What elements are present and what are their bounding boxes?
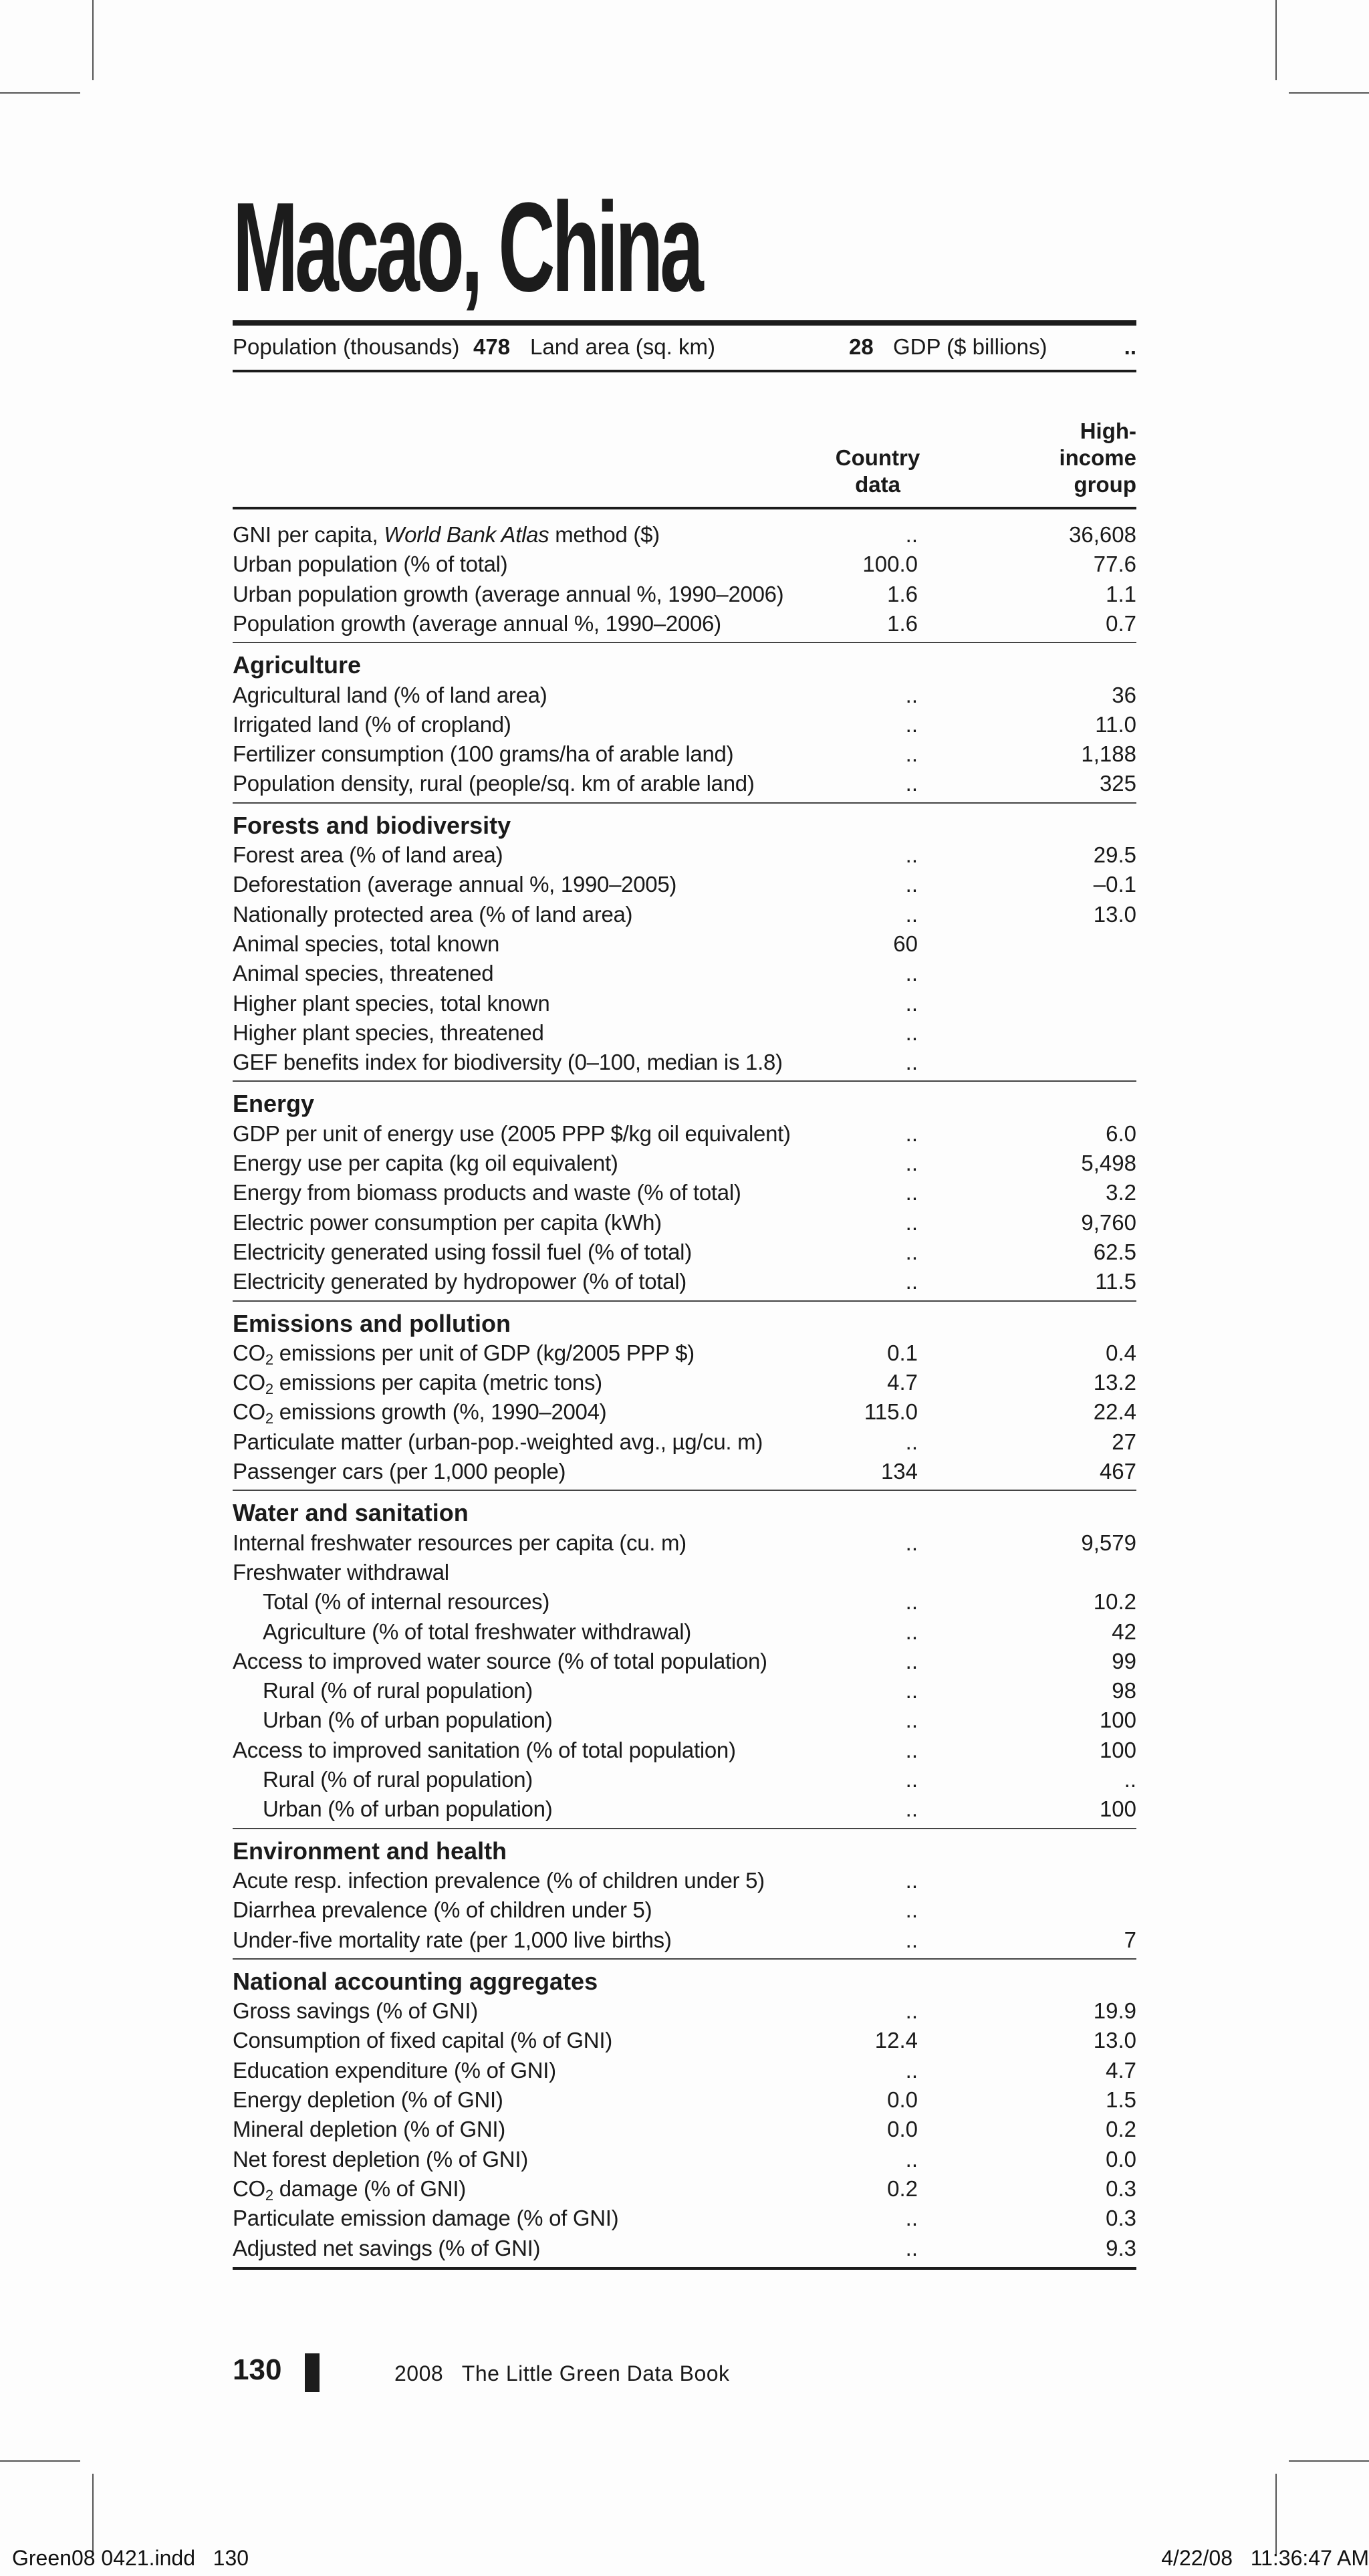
table-row <box>233 2056 1136 2085</box>
column-header-high-line2: income <box>1059 445 1136 470</box>
high-income-value: 5,498 <box>1081 1151 1136 1175</box>
row-label: Gross savings (% of GNI) <box>233 1998 478 2024</box>
row-label-subscript: 2 <box>265 1351 273 1368</box>
table-row <box>233 769 1136 798</box>
country-value: .. <box>905 1708 918 1733</box>
row-label: Rural (% of rural population) <box>263 1678 533 1704</box>
high-income-value: 13.0 <box>1093 2028 1136 2053</box>
section-title-forests: Forests and biodiversity <box>233 811 511 839</box>
country-value: .. <box>905 1648 918 1673</box>
country-value: .. <box>905 1796 918 1822</box>
table-row <box>233 1267 1136 1296</box>
table-row <box>233 1208 1136 1238</box>
country-value: .. <box>905 1767 918 1792</box>
row-label-part: CO <box>233 2176 265 2201</box>
country-value: .. <box>905 1180 918 1205</box>
row-label: Urban (% of urban population) <box>263 1796 553 1822</box>
row-label: Energy use per capita (kg oil equivalent) <box>233 1151 618 1175</box>
header-rule <box>233 507 1136 509</box>
table-row <box>233 959 1136 988</box>
section-title-health: Environment and health <box>233 1837 507 1865</box>
row-label: Urban population (% of total) <box>233 552 508 577</box>
country-value: 0.2 <box>887 2176 918 2201</box>
row-label: Energy from biomass products and waste (% of total) <box>233 1180 741 1205</box>
country-value: .. <box>905 1678 918 1704</box>
country-value: .. <box>905 1429 918 1454</box>
table-row <box>233 900 1136 929</box>
table-row <box>233 2204 1136 2233</box>
row-label: Population density, rural (people/sq. km of arable land) <box>233 771 755 796</box>
crop-mark <box>92 0 94 80</box>
row-label-part: CO <box>233 1399 265 1425</box>
high-income-value: 1.5 <box>1106 2087 1136 2112</box>
high-income-value: 7 <box>1124 1927 1136 1952</box>
row-label: Fertilizer consumption (100 grams/ha of arable land) <box>233 741 734 767</box>
section-rule <box>233 1490 1136 1491</box>
column-header-country <box>821 445 935 498</box>
row-label: Particulate emission damage (% of GNI) <box>233 2206 619 2231</box>
row-label: Total (% of internal resources) <box>263 1589 550 1615</box>
country-value: .. <box>905 1151 918 1175</box>
table-row <box>233 1048 1136 1077</box>
row-label: Nationally protected area (% of land area) <box>233 901 633 927</box>
country-value: .. <box>905 741 918 767</box>
table-row <box>233 1765 1136 1794</box>
row-label: Diarrhea prevalence (% of children under 5) <box>233 1897 652 1923</box>
page-number: 130 <box>233 2353 282 2386</box>
table-row <box>233 2145 1136 2174</box>
land-area-label: Land area (sq. km) <box>530 334 715 359</box>
row-label: Acute resp. infection prevalence (% of children under 5) <box>233 1867 765 1893</box>
row-label: Electricity generated by hydropower (% of total) <box>233 1269 687 1294</box>
country-value: .. <box>905 1269 918 1294</box>
table-row <box>233 1706 1136 1735</box>
section-rule <box>233 1080 1136 1082</box>
table-row <box>233 2115 1136 2144</box>
table-row <box>233 1617 1136 1647</box>
high-income-value: 100 <box>1099 1796 1136 1822</box>
country-value: .. <box>905 2146 918 2172</box>
country-value: 0.0 <box>887 2087 918 2112</box>
row-label-part: method ($) <box>549 522 660 547</box>
country-value: .. <box>905 901 918 927</box>
high-income-value: 29.5 <box>1093 842 1136 867</box>
high-income-value: 0.0 <box>1106 2146 1136 2172</box>
row-label: Deforestation (average annual %, 1990–2005) <box>233 872 677 897</box>
row-label: Consumption of fixed capital (% of GNI) <box>233 2028 612 2053</box>
high-income-value: 4.7 <box>1106 2057 1136 2083</box>
population-value: 478 <box>473 334 511 359</box>
row-label: Under-five mortality rate (per 1,000 live births) <box>233 1927 672 1952</box>
page-title: Macao, China <box>233 177 701 318</box>
table-row <box>233 1238 1136 1267</box>
country-value: .. <box>905 771 918 796</box>
row-label: Electric power consumption per capita (kWh) <box>233 1209 662 1235</box>
row-label: Forest area (% of land area) <box>233 842 503 867</box>
table-row <box>233 989 1136 1018</box>
page-number-bar <box>305 2353 320 2392</box>
country-value: .. <box>905 2235 918 2260</box>
table-row <box>233 710 1136 739</box>
crop-mark <box>1289 92 1369 94</box>
high-income-value: 100 <box>1099 1708 1136 1733</box>
high-income-value: –0.1 <box>1093 872 1136 897</box>
column-header-country-line1: Country <box>835 445 920 470</box>
row-label-subscript: 2 <box>265 2186 273 2204</box>
section-rule <box>233 642 1136 643</box>
high-income-value: 9.3 <box>1106 2235 1136 2260</box>
country-value: .. <box>905 872 918 897</box>
high-income-value: 0.2 <box>1106 2117 1136 2142</box>
high-income-value: 0.3 <box>1106 2176 1136 2201</box>
country-value: .. <box>905 2206 918 2231</box>
table-row <box>233 580 1136 609</box>
population-label: Population (thousands) <box>233 334 460 359</box>
high-income-value: 9,760 <box>1081 1209 1136 1235</box>
table-row <box>233 520 1136 550</box>
country-value: .. <box>905 2057 918 2083</box>
row-label <box>233 1397 606 1427</box>
row-label: Freshwater withdrawal <box>233 1559 449 1585</box>
row-label <box>233 1368 602 1397</box>
crop-mark <box>1275 2474 1277 2554</box>
gdp-value: .. <box>1124 334 1136 359</box>
section-title-energy: Energy <box>233 1090 315 1118</box>
row-label: Irrigated land (% of cropland) <box>233 711 511 737</box>
table-row <box>233 840 1136 870</box>
table-row <box>233 2234 1136 2263</box>
title-rule <box>233 320 1136 326</box>
table-bottom-rule <box>233 2267 1136 2270</box>
section-rule <box>233 1828 1136 1829</box>
section-title-water: Water and sanitation <box>233 1499 469 1527</box>
country-value: 134 <box>880 1459 918 1484</box>
summary-rule <box>233 370 1136 372</box>
row-label-part: GNI per capita, <box>233 522 384 547</box>
country-value: .. <box>905 842 918 867</box>
table-row <box>233 1149 1136 1178</box>
country-value: .. <box>905 711 918 737</box>
row-label: Agricultural land (% of land area) <box>233 682 547 707</box>
high-income-value: 77.6 <box>1093 552 1136 577</box>
section-title-accounting: National accounting aggregates <box>233 1967 598 1995</box>
country-value: 115.0 <box>864 1399 918 1425</box>
table-row <box>233 550 1136 579</box>
country-value: 100.0 <box>862 552 918 577</box>
row-label: Urban population growth (average annual %, 1990–2006) <box>233 581 784 606</box>
crop-mark <box>0 2460 80 2462</box>
table-row <box>233 1119 1136 1149</box>
high-income-value: 36 <box>1112 682 1136 707</box>
row-label <box>233 1338 695 1368</box>
row-label: Internal freshwater resources per capita (cu. m) <box>233 1530 687 1555</box>
row-label: GDP per unit of energy use (2005 PPP $/kg oil equivalent) <box>233 1121 791 1146</box>
table-row <box>233 1996 1136 2026</box>
row-label-part: damage (% of GNI) <box>273 2176 466 2201</box>
row-label: Rural (% of rural population) <box>263 1767 533 1792</box>
row-label: Animal species, threatened <box>233 961 494 986</box>
row-label-part: CO <box>233 1340 265 1365</box>
country-value: 1.6 <box>887 610 918 636</box>
row-label: GEF benefits index for biodiversity (0–100, median is 1.8) <box>233 1050 783 1075</box>
table-row <box>233 1338 1136 1368</box>
high-income-value: 98 <box>1112 1678 1136 1704</box>
table-row <box>233 1676 1136 1706</box>
row-label: Net forest depletion (% of GNI) <box>233 2146 528 2172</box>
high-income-value: 0.3 <box>1106 2206 1136 2231</box>
high-income-value: 10.2 <box>1093 1589 1136 1615</box>
summary-line <box>233 334 1136 368</box>
country-value: .. <box>905 1867 918 1893</box>
row-label <box>233 520 660 550</box>
row-label-emphasis: World Bank Atlas <box>384 522 549 547</box>
country-value: .. <box>905 522 918 547</box>
table-row <box>233 1647 1136 1676</box>
high-income-value: 42 <box>1112 1619 1136 1644</box>
high-income-value: 0.4 <box>1106 1340 1136 1365</box>
country-value: .. <box>905 1619 918 1644</box>
row-label-part: CO <box>233 1370 265 1395</box>
section-rule <box>233 1958 1136 1960</box>
table-row <box>233 1457 1136 1486</box>
high-income-value: 0.7 <box>1106 610 1136 636</box>
row-label-part: emissions growth (%, 1990–2004) <box>273 1399 607 1425</box>
row-label: Education expenditure (% of GNI) <box>233 2057 556 2083</box>
country-value: 4.7 <box>887 1370 918 1395</box>
crop-mark <box>1275 0 1277 80</box>
row-label: Access to improved water source (% of total population) <box>233 1648 767 1673</box>
row-label: Urban (% of urban population) <box>263 1708 553 1733</box>
high-income-value: 13.2 <box>1093 1370 1136 1395</box>
country-value: 0.0 <box>887 2117 918 2142</box>
high-income-value: 22.4 <box>1093 1399 1136 1425</box>
high-income-value: 62.5 <box>1093 1239 1136 1264</box>
country-value: .. <box>905 1927 918 1952</box>
table-row <box>233 1866 1136 1895</box>
table-row <box>233 2174 1136 2204</box>
high-income-value: 100 <box>1099 1737 1136 1762</box>
row-label-subscript: 2 <box>265 1410 273 1427</box>
slug-timestamp: 4/22/08 11:36:47 AM <box>1161 2546 1369 2570</box>
row-label: Particulate matter (urban-pop.-weighted avg., µg/cu. m) <box>233 1429 763 1454</box>
row-label-subscript: 2 <box>265 1381 273 1398</box>
crop-mark <box>92 2474 94 2554</box>
table-row <box>233 2085 1136 2115</box>
country-value: .. <box>905 1998 918 2024</box>
crop-mark <box>0 92 80 94</box>
table-row <box>233 739 1136 769</box>
high-income-value: 6.0 <box>1106 1121 1136 1146</box>
row-label <box>233 2174 466 2204</box>
table-row <box>233 1925 1136 1955</box>
table-row <box>233 1427 1136 1457</box>
country-value: .. <box>905 1589 918 1615</box>
crop-mark <box>1289 2460 1369 2462</box>
row-label: Access to improved sanitation (% of total population) <box>233 1737 736 1762</box>
country-value: 1.6 <box>887 581 918 606</box>
section-rule <box>233 802 1136 804</box>
high-income-value: 9,579 <box>1081 1530 1136 1555</box>
high-income-value: 36,608 <box>1069 522 1136 547</box>
table-row <box>233 1178 1136 1207</box>
table-row <box>233 609 1136 638</box>
country-value: 60 <box>893 931 918 956</box>
column-header-high-income <box>1029 418 1136 498</box>
high-income-value: 11.5 <box>1095 1269 1136 1294</box>
column-header-country-line2: data <box>855 472 900 497</box>
country-value: .. <box>905 1530 918 1555</box>
row-label: Agriculture (% of total freshwater withdrawal) <box>263 1619 691 1644</box>
country-value: .. <box>905 1737 918 1762</box>
country-value: .. <box>905 1050 918 1075</box>
table-row <box>233 1397 1136 1427</box>
land-area-value: 28 <box>849 334 874 359</box>
country-value: .. <box>905 1897 918 1923</box>
book-title: 2008 The Little Green Data Book <box>394 2361 730 2385</box>
slug-file: Green08 0421.indd 130 <box>12 2546 249 2570</box>
table-row <box>233 1794 1136 1824</box>
country-value: .. <box>905 682 918 707</box>
section-title-agriculture: Agriculture <box>233 651 362 679</box>
country-value: .. <box>905 1121 918 1146</box>
high-income-value: 1.1 <box>1106 581 1136 606</box>
table-row <box>233 1558 1136 1587</box>
row-label: Population growth (average annual %, 1990–2006) <box>233 610 721 636</box>
column-header-high-line1: High- <box>1080 419 1136 443</box>
row-label: Energy depletion (% of GNI) <box>233 2087 503 2112</box>
high-income-value: 11.0 <box>1095 711 1136 737</box>
row-label: Higher plant species, total known <box>233 990 550 1016</box>
gdp-label: GDP ($ billions) <box>893 334 1047 359</box>
table-row <box>233 1736 1136 1765</box>
row-label: Animal species, total known <box>233 931 500 956</box>
high-income-value: 467 <box>1099 1459 1136 1484</box>
row-label: Adjusted net savings (% of GNI) <box>233 2235 541 2260</box>
table-row <box>233 929 1136 959</box>
table-row <box>233 1528 1136 1558</box>
country-value: .. <box>905 961 918 986</box>
table-row <box>233 1368 1136 1397</box>
high-income-value: 1,188 <box>1081 741 1136 767</box>
table-row <box>233 870 1136 899</box>
high-income-value: 27 <box>1112 1429 1136 1454</box>
high-income-value: 99 <box>1112 1648 1136 1673</box>
table-row <box>233 681 1136 710</box>
country-value: .. <box>905 990 918 1016</box>
high-income-value: 19.9 <box>1093 1998 1136 2024</box>
table-row <box>233 2026 1136 2055</box>
section-rule <box>233 1300 1136 1302</box>
country-value: 0.1 <box>887 1340 918 1365</box>
row-label-part: emissions per unit of GDP (kg/2005 PPP $) <box>273 1340 695 1365</box>
row-label: Passenger cars (per 1,000 people) <box>233 1459 566 1484</box>
row-label: Mineral depletion (% of GNI) <box>233 2117 505 2142</box>
table-row <box>233 1587 1136 1617</box>
row-label-part: emissions per capita (metric tons) <box>273 1370 602 1395</box>
row-label: Higher plant species, threatened <box>233 1020 544 1045</box>
table-row <box>233 1895 1136 1925</box>
high-income-value: 3.2 <box>1106 1180 1136 1205</box>
high-income-value: .. <box>1124 1767 1136 1792</box>
table-row <box>233 1018 1136 1048</box>
country-value: .. <box>905 1020 918 1045</box>
section-title-emissions: Emissions and pollution <box>233 1309 511 1337</box>
country-value: .. <box>905 1239 918 1264</box>
column-header-high-line3: group <box>1074 472 1136 497</box>
row-label: Electricity generated using fossil fuel (% of total) <box>233 1239 692 1264</box>
high-income-value: 13.0 <box>1093 901 1136 927</box>
high-income-value: 325 <box>1099 771 1136 796</box>
country-value: 12.4 <box>874 2028 918 2053</box>
country-value: .. <box>905 1209 918 1235</box>
